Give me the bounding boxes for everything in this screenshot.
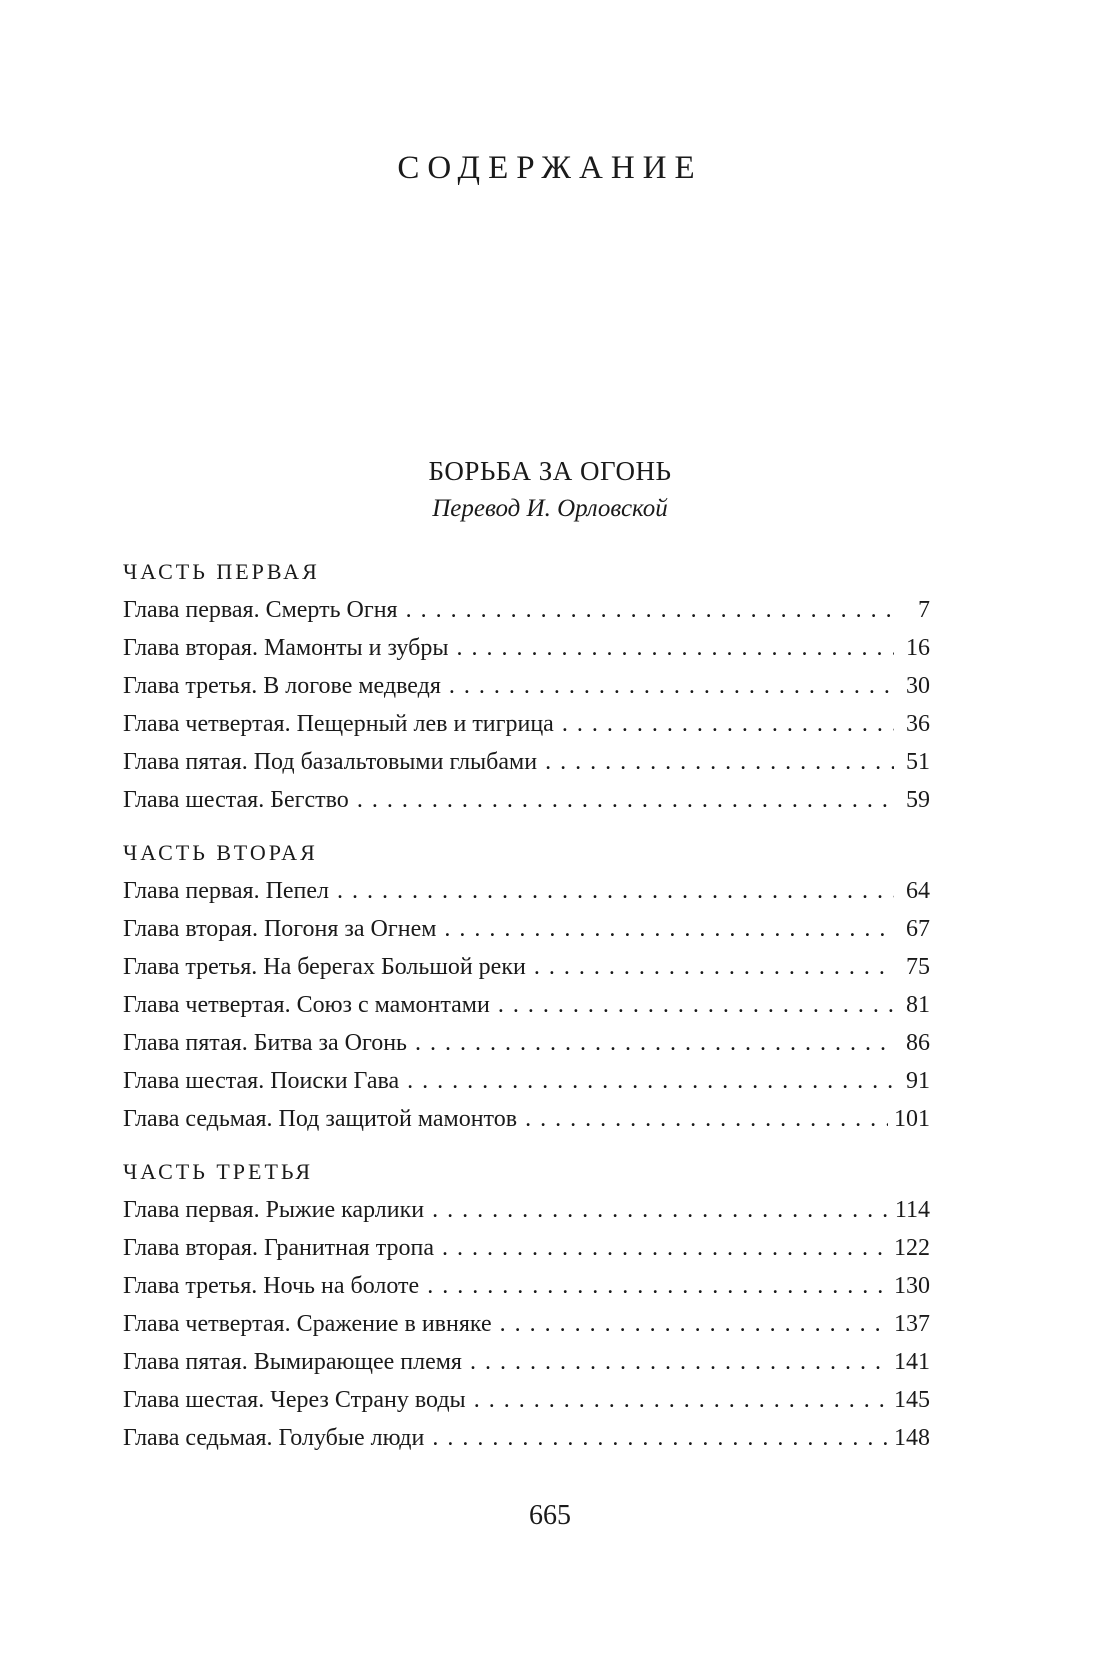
page-title: СОДЕРЖАНИЕ (397, 150, 703, 186)
toc-entry[interactable] (123, 910, 930, 948)
entry-page-number: 86 (906, 1030, 930, 1056)
dot-leader (456, 629, 894, 667)
entry-title: Глава четвертая. Сражение в ивняке (123, 1311, 492, 1337)
toc-entry[interactable] (123, 1024, 930, 1062)
dot-leader (337, 872, 894, 910)
dot-leader (562, 705, 894, 743)
toc-entry[interactable] (123, 1191, 930, 1229)
toc-entry[interactable] (123, 629, 930, 667)
entry-title: Глава пятая. Битва за Огонь (123, 1030, 408, 1056)
entry-page-number: 36 (906, 711, 930, 737)
part-heading: ЧАСТЬ ВТОРАЯ (123, 840, 318, 865)
entry-title: Глава пятая. Под базальтовыми глыбами (123, 749, 538, 775)
dot-leader (470, 1343, 888, 1381)
dot-leader (442, 1229, 888, 1267)
dot-leader (498, 986, 894, 1024)
dot-leader (444, 910, 894, 948)
toc-entry[interactable] (123, 743, 930, 781)
entry-title: Глава вторая. Мамонты и зубры (123, 635, 449, 661)
toc-entry[interactable] (123, 872, 930, 910)
toc-entry[interactable] (123, 1305, 930, 1343)
entry-page-number: 75 (906, 954, 930, 980)
entry-page-number: 59 (906, 787, 930, 813)
page-number: 665 (529, 1500, 571, 1531)
toc-entry[interactable] (123, 1100, 930, 1138)
toc-entry[interactable] (123, 1267, 930, 1305)
entry-page-number: 51 (906, 749, 930, 775)
entry-title: Глава третья. В логове медведя (123, 673, 441, 699)
entry-page-number: 114 (894, 1197, 930, 1223)
entry-page-number: 145 (894, 1387, 930, 1413)
dot-leader (449, 667, 894, 705)
entry-title: Глава четвертая. Пещерный лев и тигрица (123, 711, 554, 737)
toc-entry[interactable] (123, 781, 930, 819)
toc-entry[interactable] (123, 705, 930, 743)
dot-leader (432, 1191, 889, 1229)
dot-leader (534, 948, 894, 986)
entry-page-number: 91 (906, 1068, 930, 1094)
entry-page-number: 148 (894, 1425, 930, 1451)
dot-leader (500, 1305, 888, 1343)
entry-title: Глава шестая. Поиски Гава (123, 1068, 400, 1094)
work-title: БОРЬБА ЗА ОГОНЬ (428, 456, 672, 486)
entry-page-number: 64 (906, 878, 930, 904)
dot-leader (407, 1062, 894, 1100)
toc-entry[interactable] (123, 1343, 930, 1381)
entry-title: Глава третья. На берегах Большой реки (123, 954, 526, 980)
entry-title: Глава седьмая. Под защитой мамонтов (123, 1106, 518, 1132)
dot-leader (406, 591, 894, 629)
toc-entry[interactable] (123, 1229, 930, 1267)
toc-entry[interactable] (123, 1062, 930, 1100)
work-header (0, 456, 1100, 523)
toc-part (123, 834, 930, 1138)
toc-entry[interactable] (123, 986, 930, 1024)
entry-page-number: 81 (906, 992, 930, 1018)
entry-title: Глава четвертая. Союз с мамонтами (123, 992, 490, 1018)
dot-leader (415, 1024, 894, 1062)
toc-entry[interactable] (123, 591, 930, 629)
entry-page-number: 137 (894, 1311, 930, 1337)
table-of-contents (123, 553, 930, 1472)
entry-title: Глава третья. Ночь на болоте (123, 1273, 420, 1299)
entry-title: Глава первая. Рыжие карлики (123, 1197, 425, 1223)
entry-page-number: 101 (894, 1106, 930, 1132)
entry-page-number: 7 (918, 597, 930, 623)
toc-entry[interactable] (123, 667, 930, 705)
entry-title: Глава первая. Смерть Огня (123, 597, 398, 623)
part-heading: ЧАСТЬ ТРЕТЬЯ (123, 1159, 314, 1184)
entry-page-number: 16 (906, 635, 930, 661)
entry-title: Глава шестая. Через Страну воды (123, 1387, 466, 1413)
dot-leader (357, 781, 894, 819)
entry-title: Глава пятая. Вымирающее племя (123, 1349, 462, 1375)
dot-leader (525, 1100, 888, 1138)
dot-leader (427, 1267, 888, 1305)
entry-title: Глава вторая. Гранитная тропа (123, 1235, 434, 1261)
toc-entry[interactable] (123, 948, 930, 986)
toc-entry[interactable] (123, 1381, 930, 1419)
dot-leader (474, 1381, 888, 1419)
entry-title: Глава седьмая. Голубые люди (123, 1425, 425, 1451)
entry-page-number: 130 (894, 1273, 930, 1299)
entry-title: Глава шестая. Бегство (123, 787, 349, 813)
dot-leader (545, 743, 894, 781)
work-translator: Перевод И. Орловской (432, 495, 668, 522)
toc-part (123, 1153, 930, 1457)
entry-page-number: 30 (906, 673, 930, 699)
toc-entry[interactable] (123, 1419, 930, 1457)
toc-part (123, 553, 930, 819)
entry-page-number: 141 (894, 1349, 930, 1375)
part-heading: ЧАСТЬ ПЕРВАЯ (123, 559, 320, 584)
entry-page-number: 67 (906, 916, 930, 942)
dot-leader (432, 1419, 888, 1457)
entry-title: Глава вторая. Погоня за Огнем (123, 916, 437, 942)
entry-page-number: 122 (894, 1235, 930, 1261)
entry-title: Глава первая. Пепел (123, 878, 330, 904)
